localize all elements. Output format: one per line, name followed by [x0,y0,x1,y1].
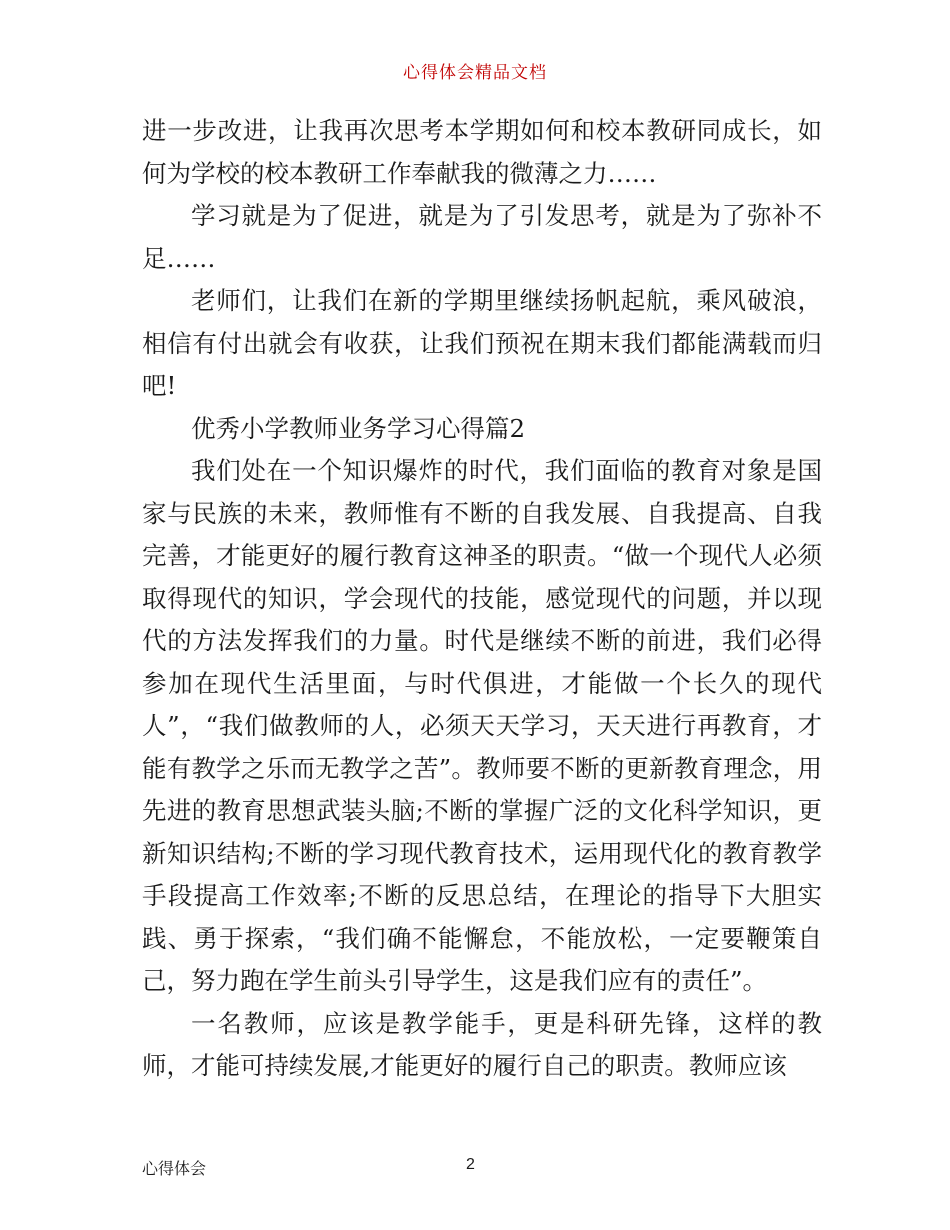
paragraph-continuation: 进一步改进，让我再次思考本学期如何和校本教研同成长，如何为学校的校本教研工作奉献我的微薄之力…… [142,116,822,188]
paragraph: 我们处在一个知识爆炸的时代，我们面临的教育对象是国家与民族的未来，教师惟有不断的自我发展、自我提高、自我完善，才能更好的履行教育这神圣的职责。“做一个现代人必须取得现代的知识，学会现代的技能，感觉现代的问题，并以现代的方法发挥我们的力量。时代是继续不断的前进，我们必得参加在现代生活里面，与时代俱进，才能做一个长久的现代人”，“我们做教师的人，必须天天学习，天天进行再教育，才能有教学之乐而无教学之苦”。教师要不断的更新教育理念，用先进的教育思想武装头脑;不断的掌握广泛的文化科学知识，更新知识结构;不断的学习现代教育技术，运用现代化的教育教学手段提高工作效率;不断的反思总结，在理论的指导下大胆实践、勇于探索，“我们确不能懈怠，不能放松，一定要鞭策自己，努力跑在学生前头引导学生，这是我们应有的责任”。 [142,456,822,995]
section-heading: 优秀小学教师业务学习心得篇2 [191,413,526,443]
page-number: 2 [466,1156,475,1173]
page-header-title: 心得体会精品文档 [403,63,547,83]
page-footer-label: 心得体会 [142,1159,207,1178]
paragraph: 学习就是为了促进，就是为了引发思考，就是为了弥补不足…… [142,201,822,273]
paragraph: 老师们，让我们在新的学期里继续扬帆起航，乘风破浪，相信有付出就会有收获，让我们预祝在期末我们都能满载而归吧! [142,286,822,400]
paragraph: 一名教师，应该是教学能手，更是科研先锋，这样的教师，才能可持续发展,才能更好的履行自己的职责。教师应该 [142,1008,822,1080]
document-body [142,110,822,1088]
